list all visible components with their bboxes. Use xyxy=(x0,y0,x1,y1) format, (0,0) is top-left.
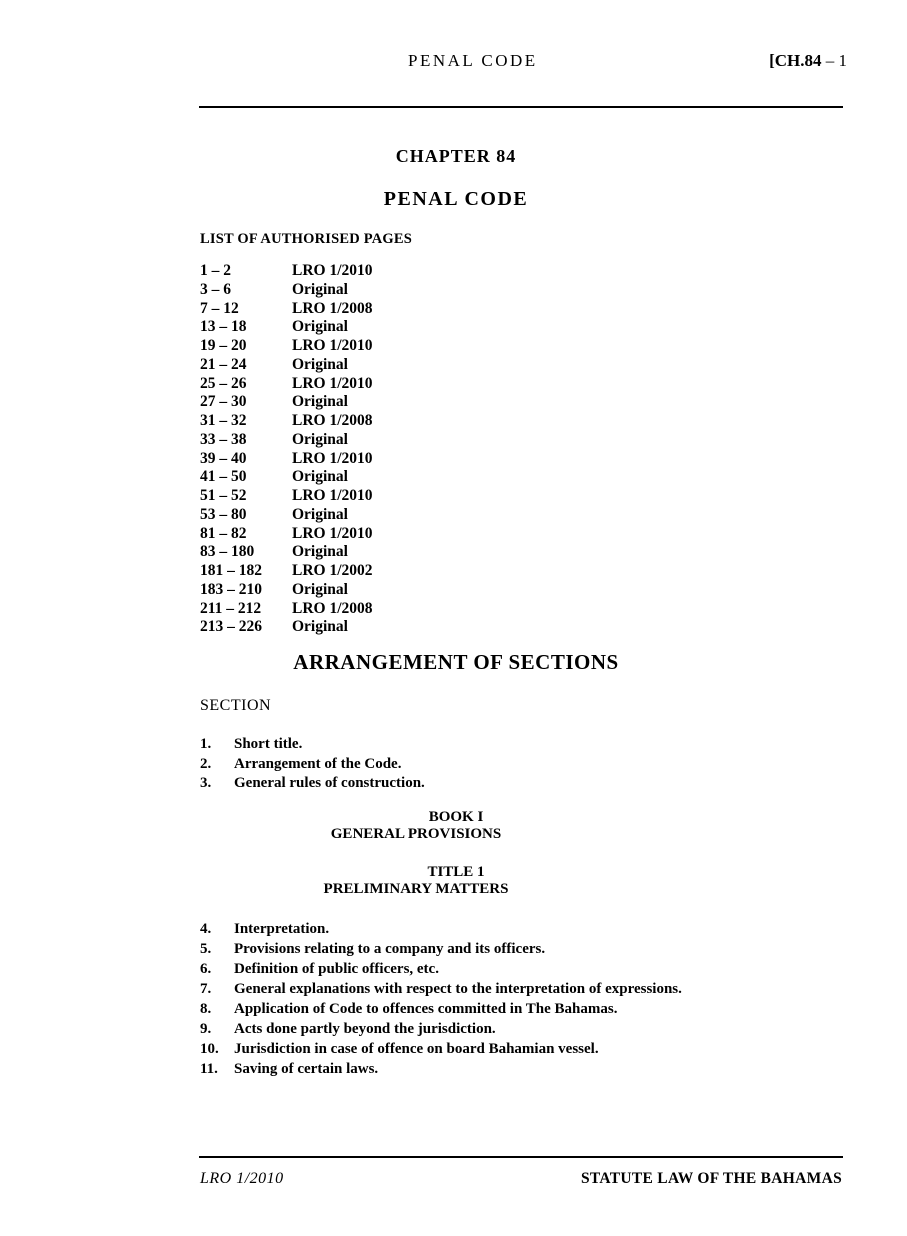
page-version: Original xyxy=(292,468,348,486)
running-header-title: PENAL CODE xyxy=(408,51,538,70)
page-range: 53 – 80 xyxy=(200,505,247,523)
page-version: Original xyxy=(292,543,348,561)
title-heading: TITLE 1 xyxy=(427,864,485,880)
page-range: 21 – 24 xyxy=(200,355,247,373)
sections-list-preamble xyxy=(200,735,425,794)
authorised-pages-row xyxy=(200,562,373,581)
page-range: 213 – 226 xyxy=(200,618,262,636)
section-row xyxy=(200,735,425,755)
authorised-pages-row xyxy=(200,393,373,412)
page-version: Original xyxy=(292,430,348,448)
authorised-pages-row xyxy=(200,356,373,375)
section-number: 3. xyxy=(200,775,212,791)
page-version: LRO 1/2010 xyxy=(292,524,373,542)
page-range: 51 – 52 xyxy=(200,487,247,504)
page-version: LRO 1/2010 xyxy=(292,487,373,504)
section-title: General rules of construction. xyxy=(234,775,425,791)
section-number: 8. xyxy=(200,1001,212,1017)
header-page-number: – 1 xyxy=(821,51,847,70)
section-number: 6. xyxy=(200,961,212,977)
page-range: 39 – 40 xyxy=(200,449,247,467)
section-title: Definition of public officers, etc. xyxy=(234,961,439,977)
footer-statute-law-label: STATUTE LAW OF THE BAHAMAS xyxy=(580,1170,842,1187)
section-title: Jurisdiction in case of offence on board Bahamian vessel. xyxy=(234,1041,599,1057)
authorised-pages-row xyxy=(200,262,373,281)
header-rule xyxy=(199,106,843,108)
page-version: LRO 1/2002 xyxy=(292,562,373,579)
page-version: LRO 1/2010 xyxy=(292,262,373,279)
authorised-pages-row xyxy=(200,300,373,319)
page-range: 183 – 210 xyxy=(200,580,262,598)
authorised-pages-row xyxy=(200,450,373,469)
page-range: 13 – 18 xyxy=(200,318,247,336)
section-row xyxy=(200,1059,682,1079)
section-row xyxy=(200,755,425,775)
section-row xyxy=(200,1019,682,1039)
page-range: 41 – 50 xyxy=(200,468,247,486)
page-version: LRO 1/2010 xyxy=(292,337,373,354)
section-number: 1. xyxy=(200,736,212,752)
page-range: 181 – 182 xyxy=(200,562,262,579)
section-title: Arrangement of the Code. xyxy=(234,755,402,772)
page-version: Original xyxy=(292,505,348,523)
section-row xyxy=(200,979,682,999)
page-version: Original xyxy=(292,580,348,598)
page-version: LRO 1/2010 xyxy=(292,449,373,467)
section-title: Short title. xyxy=(234,736,303,752)
section-number: 11. xyxy=(200,1061,218,1077)
page-version: Original xyxy=(292,280,348,298)
authorised-pages-heading: LIST OF AUTHORISED PAGES xyxy=(200,231,413,247)
page-version: LRO 1/2010 xyxy=(292,374,373,392)
running-header-chapter-ref xyxy=(769,51,847,71)
page-range: 33 – 38 xyxy=(200,430,247,448)
page-range: 3 – 6 xyxy=(200,280,231,298)
page-version: LRO 1/2008 xyxy=(292,299,373,317)
section-number: 2. xyxy=(200,755,212,772)
page-range: 1 – 2 xyxy=(200,262,231,279)
page-version: LRO 1/2008 xyxy=(292,599,373,617)
page-range: 25 – 26 xyxy=(200,374,247,392)
authorised-pages-row xyxy=(200,375,373,394)
authorised-pages-row xyxy=(200,337,373,356)
page-version: Original xyxy=(292,618,348,636)
authorised-pages-row xyxy=(200,581,373,600)
section-number: 5. xyxy=(200,941,212,957)
section-number: 7. xyxy=(200,981,212,997)
section-title: Provisions relating to a company and its officers. xyxy=(234,941,546,957)
authorised-pages-row xyxy=(200,431,373,450)
section-title: Interpretation. xyxy=(234,921,330,937)
page-range: 19 – 20 xyxy=(200,337,247,354)
book-heading: BOOK I xyxy=(428,809,484,825)
section-number: 9. xyxy=(200,1021,212,1037)
arrangement-heading: ARRANGEMENT OF SECTIONS xyxy=(293,650,619,674)
authorised-pages-row xyxy=(200,543,373,562)
chapter-ref-bold: [CH.84 xyxy=(769,51,822,70)
page-range: 83 – 180 xyxy=(200,543,255,561)
page-range: 7 – 12 xyxy=(200,299,239,317)
authorised-pages-row xyxy=(200,600,373,619)
section-row xyxy=(200,939,682,959)
authorised-pages-row xyxy=(200,318,373,337)
authorised-pages-row xyxy=(200,506,373,525)
code-title: PENAL CODE xyxy=(383,188,529,210)
chapter-heading: CHAPTER 84 xyxy=(395,146,517,166)
authorised-pages-row xyxy=(200,487,373,506)
page-version: LRO 1/2008 xyxy=(292,412,373,429)
section-label: SECTION xyxy=(200,697,272,714)
section-title: Acts done partly beyond the jurisdiction. xyxy=(234,1021,496,1037)
footer-lro-reference: LRO 1/2010 xyxy=(200,1170,284,1187)
section-number: 10. xyxy=(200,1041,219,1057)
page-range: 211 – 212 xyxy=(200,599,262,617)
page-range: 27 – 30 xyxy=(200,393,247,411)
book-subheading: GENERAL PROVISIONS xyxy=(330,826,502,842)
page-range: 81 – 82 xyxy=(200,524,247,542)
title-subheading: PRELIMINARY MATTERS xyxy=(323,881,509,897)
page-range: 31 – 32 xyxy=(200,412,247,429)
footer-rule xyxy=(199,1156,843,1158)
page-version: Original xyxy=(292,318,348,336)
sections-list-title1 xyxy=(200,919,682,1079)
authorised-pages-list xyxy=(200,262,373,637)
section-number: 4. xyxy=(200,921,212,937)
authorised-pages-row xyxy=(200,281,373,300)
section-row xyxy=(200,774,425,794)
section-row xyxy=(200,959,682,979)
section-title: Application of Code to offences committed in The Bahamas. xyxy=(234,1001,618,1017)
section-row xyxy=(200,919,682,939)
page-version: Original xyxy=(292,393,348,411)
authorised-pages-row xyxy=(200,525,373,544)
section-row xyxy=(200,999,682,1019)
section-row xyxy=(200,1039,682,1059)
section-title: General explanations with respect to the interpretation of expressions. xyxy=(234,981,682,997)
authorised-pages-row xyxy=(200,618,373,637)
section-title: Saving of certain laws. xyxy=(234,1061,379,1077)
authorised-pages-row xyxy=(200,412,373,431)
authorised-pages-row xyxy=(200,468,373,487)
page-version: Original xyxy=(292,355,348,373)
